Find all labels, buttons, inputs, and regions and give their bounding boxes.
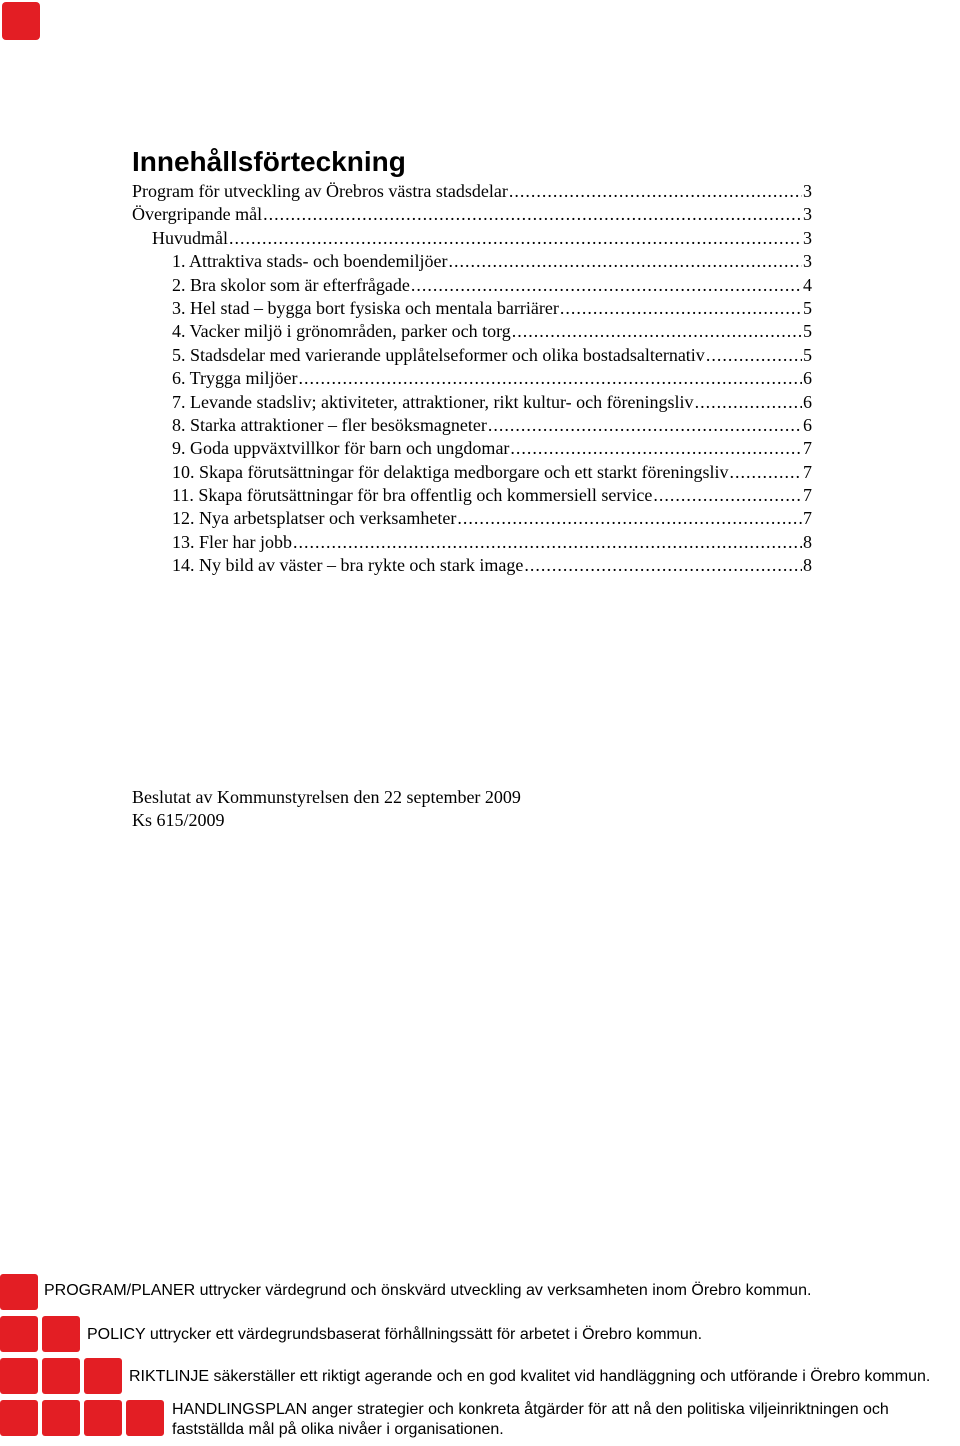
legend-square bbox=[84, 1358, 122, 1394]
legend-description: uttrycker värdegrund och önskvärd utveckling av verksamheten inom Örebro kommun. bbox=[199, 1282, 812, 1299]
toc-page-number: 5 bbox=[803, 321, 812, 342]
legend-description: anger strategier och konkreta åtgärder för att nå den politiska viljeinriktningen och bbox=[311, 1401, 889, 1418]
toc-entry[interactable] bbox=[132, 554, 812, 577]
toc-entry-text: 14. Ny bild av väster – bra rykte och stark image bbox=[172, 555, 524, 576]
legend-label: HANDLINGSPLAN bbox=[172, 1401, 308, 1418]
toc-entry-text: Program för utveckling av Örebros västra stadsdelar bbox=[132, 181, 508, 201]
dot-leader bbox=[411, 274, 802, 297]
toc-entry[interactable] bbox=[132, 227, 812, 250]
legend-text-program bbox=[44, 1281, 811, 1301]
toc-page-number: 6 bbox=[803, 414, 812, 435]
toc-entry[interactable] bbox=[132, 250, 812, 273]
dot-leader bbox=[448, 250, 802, 273]
dot-leader bbox=[263, 203, 802, 226]
decision-block bbox=[132, 786, 521, 833]
toc-entry[interactable] bbox=[132, 320, 812, 343]
dot-leader bbox=[560, 297, 802, 320]
document-type-legend bbox=[0, 1272, 960, 1446]
toc-page-number: 5 bbox=[803, 297, 812, 318]
legend-square bbox=[0, 1400, 38, 1436]
legend-label: PROGRAM/PLANER bbox=[44, 1282, 196, 1299]
toc-entry-text: 4. Vacker miljö i grönområden, parker och torg bbox=[172, 321, 511, 342]
toc-entry[interactable] bbox=[132, 203, 812, 226]
dot-leader bbox=[512, 320, 802, 343]
dot-leader bbox=[706, 344, 802, 367]
toc-entry-text: 11. Skapa förutsättningar för bra offentlig och kommersiell service bbox=[172, 485, 653, 506]
toc-entry-text: 10. Skapa förutsättningar för delaktiga medborgare och ett starkt föreningsliv bbox=[172, 461, 729, 482]
corner-logo-square bbox=[2, 2, 40, 40]
toc-page-number: 4 bbox=[803, 274, 812, 295]
dot-leader bbox=[509, 180, 802, 203]
toc-page-number: 7 bbox=[803, 461, 812, 482]
dot-leader bbox=[293, 531, 802, 554]
dot-leader bbox=[653, 484, 802, 507]
toc-entry-text: 13. Fler har jobb bbox=[172, 531, 292, 552]
toc-entry[interactable] bbox=[132, 437, 812, 460]
toc-entry-text: 12. Nya arbetsplatser och verksamheter bbox=[172, 508, 457, 529]
legend-text-policy bbox=[87, 1325, 702, 1345]
toc-page-number: 3 bbox=[803, 227, 812, 248]
dot-leader bbox=[488, 414, 802, 437]
dot-leader bbox=[457, 507, 802, 530]
toc-entry[interactable] bbox=[132, 414, 812, 437]
dot-leader bbox=[229, 227, 802, 250]
toc-entry[interactable] bbox=[132, 274, 812, 297]
toc-page-number: 5 bbox=[803, 344, 812, 365]
legend-square bbox=[42, 1316, 80, 1352]
toc-entry[interactable] bbox=[132, 484, 812, 507]
toc-page-number: 8 bbox=[803, 555, 812, 576]
dot-leader bbox=[510, 437, 802, 460]
legend-square bbox=[42, 1358, 80, 1394]
decision-line: Beslutat av Kommunstyrelsen den 22 september 2009 bbox=[132, 787, 521, 807]
toc-entry-text: 5. Stadsdelar med varierande upplåtelseformer och olika bostadsalternativ bbox=[172, 344, 705, 365]
legend-square bbox=[0, 1316, 38, 1352]
toc-entry-text: 2. Bra skolor som är efterfrågade bbox=[172, 274, 410, 295]
dot-leader bbox=[524, 554, 802, 577]
toc-entry-text: 8. Starka attraktioner – fler besöksmagneter bbox=[172, 414, 487, 435]
toc-page-number: 8 bbox=[803, 531, 812, 552]
toc-list bbox=[132, 180, 812, 578]
dot-leader bbox=[299, 367, 802, 390]
legend-label: RIKTLINJE bbox=[129, 1368, 210, 1385]
toc-entry[interactable] bbox=[132, 531, 812, 554]
toc-entry[interactable] bbox=[132, 391, 812, 414]
toc-page-number: 6 bbox=[803, 391, 812, 412]
toc-entry-text: 9. Goda uppväxtvillkor för barn och ungdomar bbox=[172, 438, 510, 459]
legend-label: POLICY bbox=[87, 1326, 146, 1343]
toc-entry-text: 6. Trygga miljöer bbox=[172, 368, 298, 389]
legend-square bbox=[0, 1358, 38, 1394]
toc-page-number: 3 bbox=[803, 204, 812, 225]
toc-page-number: 7 bbox=[803, 508, 812, 529]
toc-entry[interactable] bbox=[132, 507, 812, 530]
legend-square bbox=[126, 1400, 164, 1436]
dot-leader bbox=[695, 391, 802, 414]
toc-entry[interactable] bbox=[132, 461, 812, 484]
toc-page-number: 7 bbox=[803, 438, 812, 459]
toc-entry-text: Huvudmål bbox=[152, 227, 228, 248]
legend-square bbox=[0, 1274, 38, 1310]
toc-entry-text: 3. Hel stad – bygga bort fysiska och mentala barriärer bbox=[172, 297, 559, 318]
toc-title: Innehållsförteckning bbox=[132, 146, 406, 177]
legend-description: uttrycker ett värdegrundsbaserat förhållningssätt för arbetet i Örebro kommun. bbox=[149, 1326, 703, 1343]
legend-description-continued: fastställda mål på olika nivåer i organisationen. bbox=[172, 1421, 504, 1438]
toc-entry[interactable] bbox=[132, 344, 812, 367]
case-number: Ks 615/2009 bbox=[132, 810, 225, 831]
toc-entry[interactable] bbox=[132, 180, 812, 203]
legend-text-riktlinje bbox=[129, 1367, 930, 1387]
toc-page-number: 6 bbox=[803, 368, 812, 389]
toc-entry-text: 1. Attraktiva stads- och boendemiljöer bbox=[172, 251, 448, 272]
legend-description: säkerställer ett riktigt agerande och en god kvalitet vid handläggning och utförande i Örebro kommun. bbox=[213, 1368, 931, 1385]
legend-square bbox=[42, 1400, 80, 1436]
toc-page-number: 3 bbox=[803, 251, 812, 272]
toc-entry[interactable] bbox=[132, 297, 812, 320]
legend-text-handlingsplan bbox=[172, 1400, 889, 1440]
toc-entry-text: Övergripande mål bbox=[132, 204, 263, 225]
toc-entry[interactable] bbox=[132, 367, 812, 390]
legend-square bbox=[84, 1400, 122, 1436]
toc-page-number: 3 bbox=[803, 181, 812, 201]
toc-page-number: 7 bbox=[803, 485, 812, 506]
toc-entry-text: 7. Levande stadsliv; aktiviteter, attraktioner, rikt kultur- och föreningsliv bbox=[172, 391, 694, 412]
dot-leader bbox=[730, 461, 802, 484]
